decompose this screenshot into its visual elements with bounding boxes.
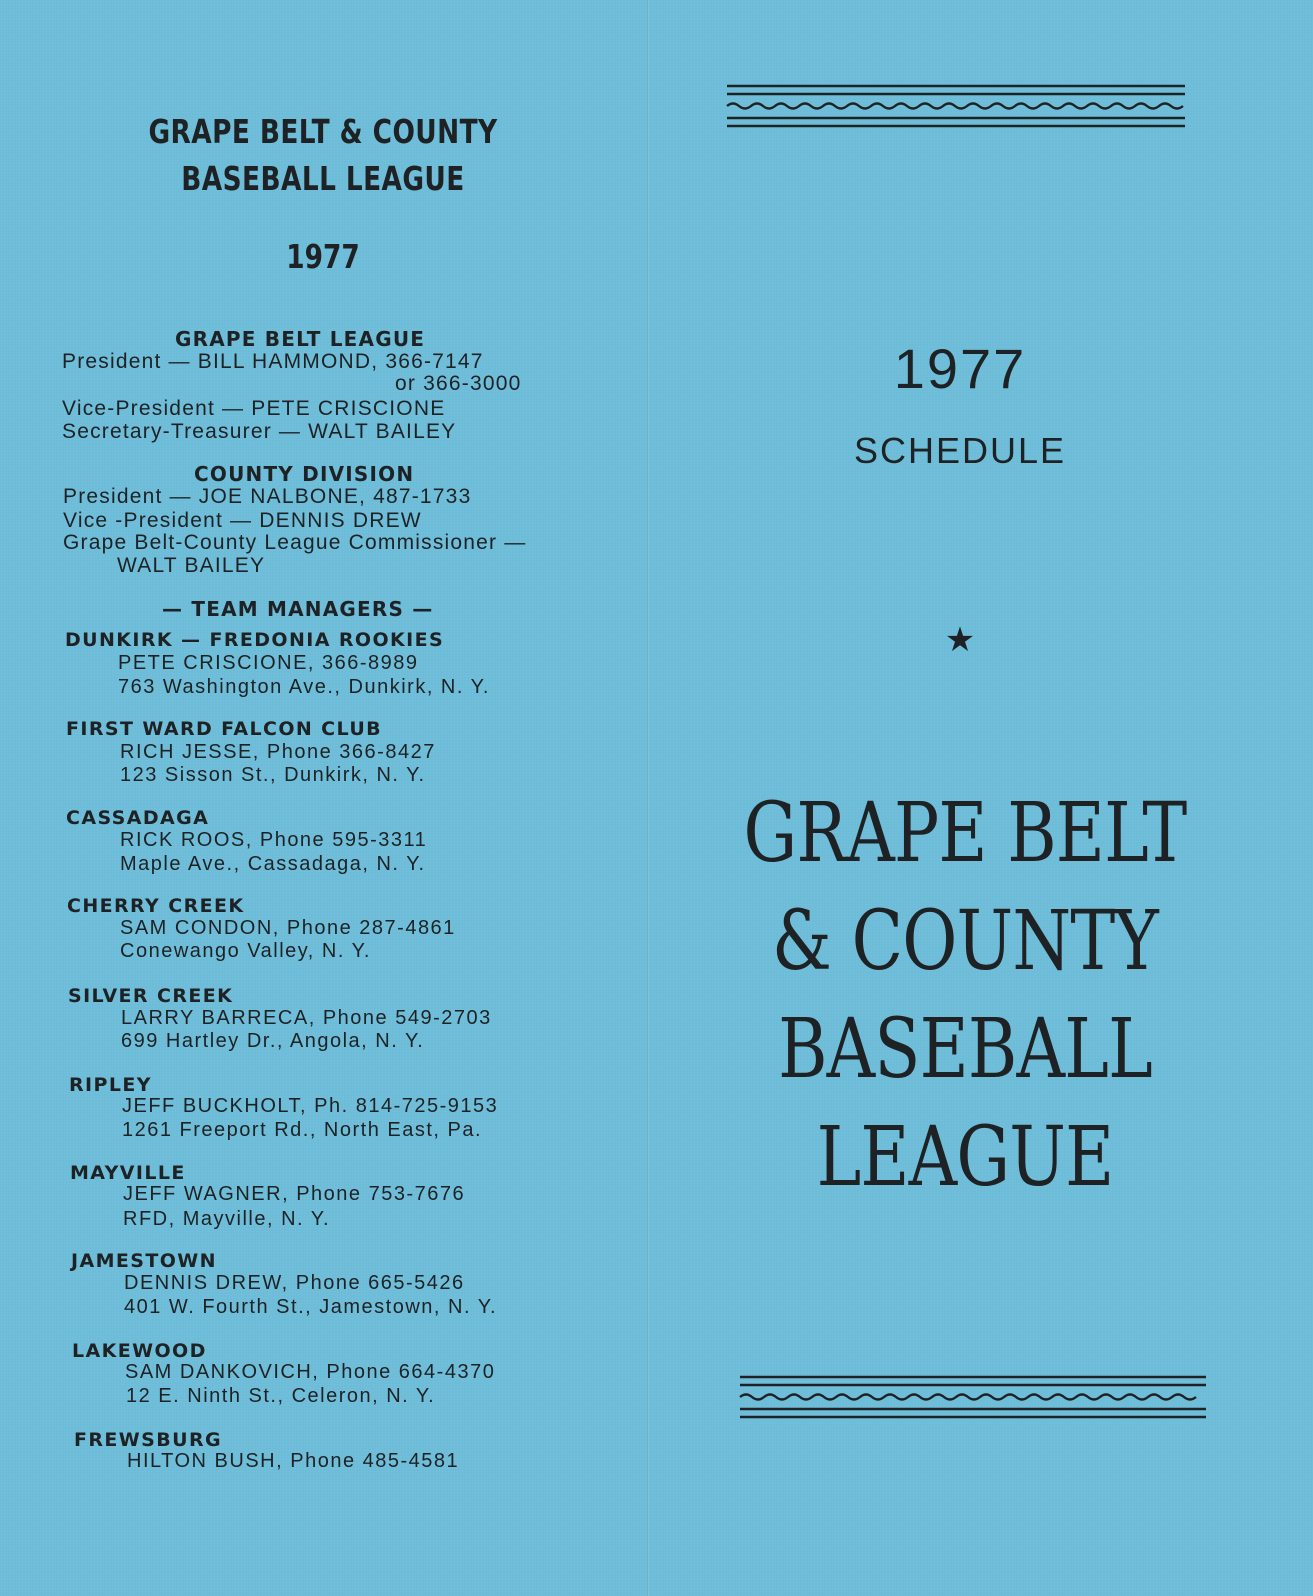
team-address: 763 Washington Ave., Dunkirk, N. Y. — [118, 676, 490, 698]
team-manager: LARRY BARRECA, Phone 549-2703 — [121, 1007, 492, 1029]
team-manager: RICH JESSE, Phone 366-8427 — [120, 741, 436, 763]
team-name: FIRST WARD FALCON CLUB — [66, 718, 383, 740]
schedule-year: 1977 — [893, 337, 1027, 400]
team-name: DUNKIRK — FREDONIA ROOKIES — [65, 629, 445, 651]
star-icon: ★ — [944, 620, 976, 660]
grape-belt-league-heading: GRAPE BELT LEAGUE — [175, 327, 426, 351]
gbl-president: President — BILL HAMMOND, 366-7147 — [62, 350, 484, 373]
team-name: MAYVILLE — [70, 1162, 186, 1184]
team-address: Conewango Valley, N. Y. — [120, 940, 371, 962]
team-address: 699 Hartley Dr., Angola, N. Y. — [121, 1030, 425, 1052]
team-address: 123 Sisson St., Dunkirk, N. Y. — [120, 764, 426, 786]
team-name: LAKEWOOD — [72, 1340, 207, 1362]
team-manager: SAM CONDON, Phone 287-4861 — [120, 917, 456, 939]
gbl-president-alt-phone: or 366-3000 — [395, 372, 522, 395]
team-address: 1261 Freeport Rd., North East, Pa. — [122, 1119, 483, 1141]
league-title — [0, 108, 646, 202]
team-name: RIPLEY — [69, 1074, 152, 1096]
bottom-rule-ornament — [738, 1373, 1208, 1423]
team-manager: DENNIS DREW, Phone 665-5426 — [124, 1272, 465, 1294]
team-address: RFD, Mayville, N. Y. — [123, 1208, 331, 1230]
cd-commissioner-name: WALT BAILEY — [117, 554, 266, 577]
team-manager: SAM DANKOVICH, Phone 664-4370 — [125, 1361, 496, 1383]
gbl-secretary-treasurer: Secretary-Treasurer — WALT BAILEY — [62, 420, 457, 443]
county-division-heading: COUNTY DIVISION — [194, 462, 415, 486]
team-manager: RICK ROOS, Phone 595-3311 — [120, 829, 428, 851]
cover-title-line-1: GRAPE BELT — [743, 786, 1187, 881]
team-manager: PETE CRISCIONE, 366-8989 — [118, 652, 419, 674]
cd-commissioner-label: Grape Belt-County League Commissioner — — [63, 531, 527, 554]
team-manager: JEFF WAGNER, Phone 753-7676 — [123, 1183, 466, 1205]
cover-title — [650, 780, 1280, 1212]
cover-title-line-3: BASEBALL — [778, 1002, 1152, 1097]
team-name: FREWSBURG — [74, 1429, 222, 1451]
team-managers-heading: — TEAM MANAGERS — — [162, 597, 434, 621]
team-name: JAMESTOWN — [71, 1250, 217, 1272]
cover-title-line-2: & COUNTY — [772, 894, 1158, 989]
team-name: CASSADAGA — [66, 807, 210, 829]
team-manager: HILTON BUSH, Phone 485-4581 — [127, 1450, 460, 1472]
schedule-label: SCHEDULE — [853, 430, 1067, 471]
league-title-line-2: BASEBALL LEAGUE — [181, 159, 465, 198]
gbl-vice-president: Vice-President — PETE CRISCIONE — [62, 397, 446, 420]
cd-president: President — JOE NALBONE, 487-1733 — [63, 485, 472, 508]
top-rule-ornament — [725, 82, 1187, 132]
team-address: 401 W. Fourth St., Jamestown, N. Y. — [124, 1296, 498, 1318]
left-year: 1977 — [286, 237, 360, 276]
cover-title-line-4: LEAGUE — [816, 1110, 1114, 1205]
team-name: CHERRY CREEK — [67, 895, 245, 917]
league-title-line-1: GRAPE BELT & COUNTY — [148, 112, 498, 151]
team-manager: JEFF BUCKHOLT, Ph. 814-725-9153 — [122, 1095, 499, 1117]
cd-vice-president: Vice -President — DENNIS DREW — [63, 509, 422, 532]
team-name: SILVER CREEK — [68, 985, 234, 1007]
right-panel — [650, 0, 1313, 1596]
team-address: 12 E. Ninth St., Celeron, N. Y. — [126, 1385, 436, 1407]
fold-crease — [647, 0, 649, 1596]
left-panel — [0, 0, 646, 1596]
team-address: Maple Ave., Cassadaga, N. Y. — [120, 853, 426, 875]
